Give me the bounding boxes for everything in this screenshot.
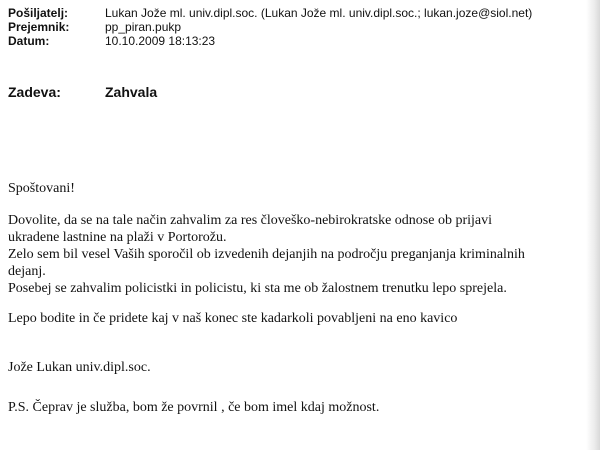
date-label: Datum: — [8, 34, 50, 48]
to-value: pp_piran.pukp — [105, 20, 182, 34]
greeting: Spoštovani! — [8, 181, 75, 196]
date-value: 10.10.2009 18:13:23 — [105, 34, 216, 48]
invitation-line: Lepo bodite in če pridete kaj v naš konec ste kadarkoli povabljeni na eno kavico — [8, 311, 458, 326]
paragraph3: Posebej se zahvalim policistki in policistu, ki sta me ob žalostnem trenutku lepo sprejela. — [8, 281, 507, 296]
to-row — [8, 20, 532, 34]
paragraph1-line1: Dovolite, da se na tale način zahvalim za res človeško-nebirokratske odnose ob prijavi — [8, 213, 492, 228]
signature: Jože Lukan univ.dipl.soc. — [8, 360, 151, 375]
paragraph2-line2: dejanj. — [8, 264, 46, 279]
email-body — [8, 180, 592, 416]
paragraph2-line1: Zelo sem bil vesel Vaših sporočil ob izvedenih dejanjih na področju preganjanja kriminalnih — [8, 247, 525, 262]
email-header — [8, 6, 532, 48]
from-row — [8, 6, 532, 20]
from-label: Pošiljatelj: — [8, 6, 69, 20]
subject-value: Zahvala — [105, 84, 158, 100]
thanks-paragraphs — [8, 212, 592, 297]
date-row — [8, 34, 532, 48]
postscript: P.S. Čeprav je služba, bom že povrnil , če bom imel kdaj možnost. — [8, 400, 380, 415]
to-label: Prejemnik: — [8, 20, 70, 34]
paragraph1-line2: ukradene lastnine na plaži v Portorožu. — [8, 230, 227, 245]
subject-label: Zadeva: — [8, 84, 61, 100]
subject-row — [8, 84, 157, 101]
from-value: Lukan Jože ml. univ.dipl.soc. (Lukan Jože ml. univ.dipl.soc.; lukan.joze@siol.net) — [105, 6, 533, 20]
